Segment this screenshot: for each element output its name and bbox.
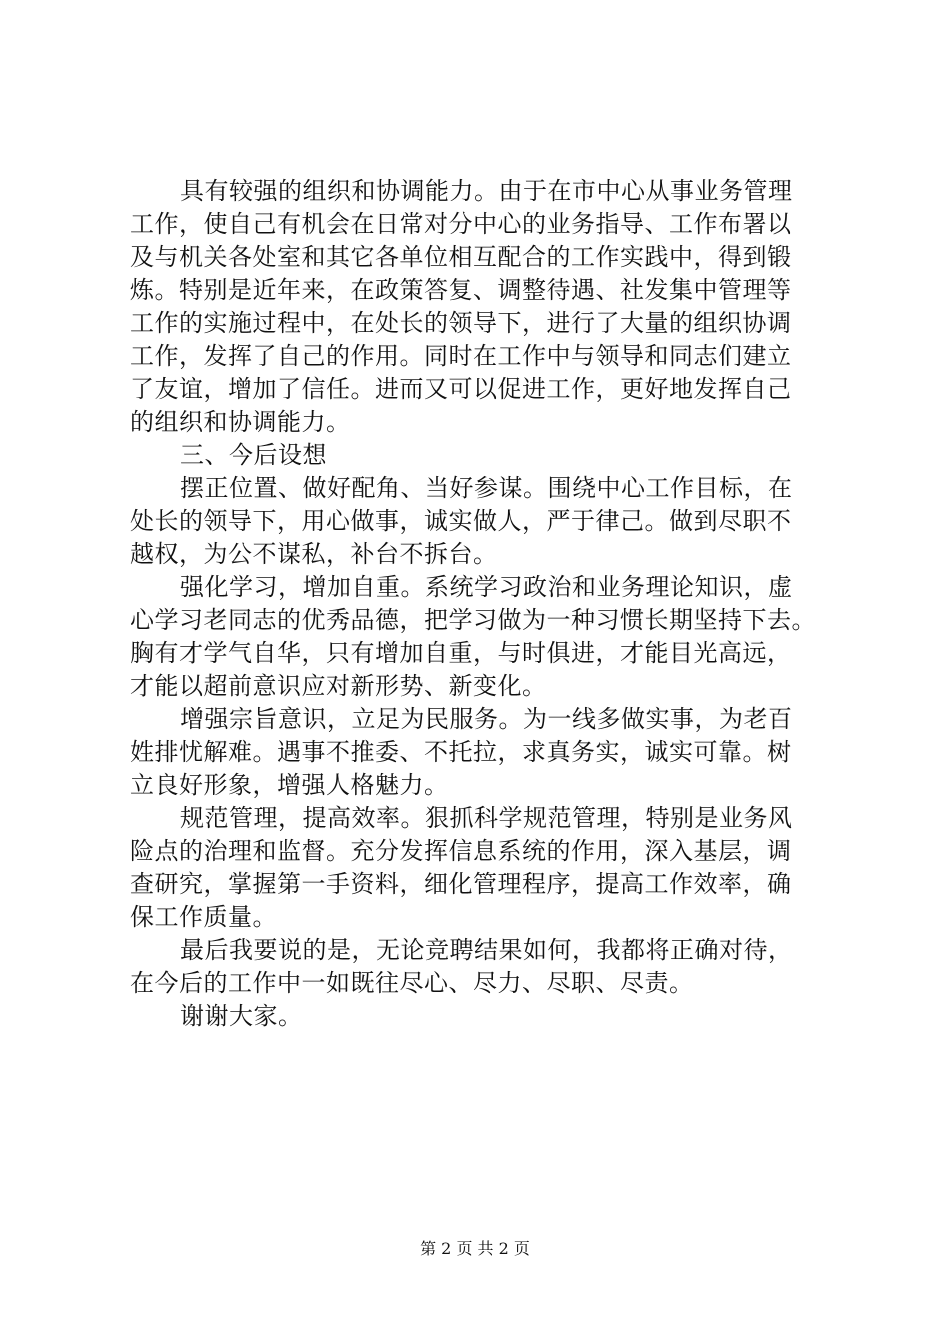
paragraph-line: 查研究，掌握第一手资料，细化管理程序，提高工作效率，确 <box>130 870 792 898</box>
paragraph-line: 胸有才学气自华，只有增加自重，与时俱进，才能目光高远， <box>130 639 792 667</box>
page-number-footer: 第 2 页 共 2 页 <box>420 1239 530 1258</box>
paragraph-line: 了友谊，增加了信任。进而又可以促进工作，更好地发挥自己 <box>130 375 792 403</box>
paragraph-line: 摆正位置、做好配角、当好参谋。围绕中心工作目标，在 <box>180 474 793 502</box>
paragraph-line: 工作，使自己有机会在日常对分中心的业务指导、工作布署以 <box>130 210 792 238</box>
paragraph-line: 处长的领导下，用心做事，诚实做人，严于律己。做到尽职不 <box>130 507 792 535</box>
section-heading: 三、今后设想 <box>180 441 327 469</box>
paragraph-line: 炼。特别是近年来，在政策答复、调整待遇、社发集中管理等 <box>130 276 792 304</box>
paragraph-line: 险点的治理和监督。充分发挥信息系统的作用，深入基层，调 <box>130 837 792 865</box>
paragraph-line: 保工作质量。 <box>130 903 277 931</box>
paragraph-line: 才能以超前意识应对新形势、新变化。 <box>130 672 547 700</box>
document-body <box>130 175 836 1033</box>
paragraph-line: 规范管理，提高效率。狠抓科学规范管理，特别是业务风 <box>180 804 793 832</box>
paragraph-line: 工作的实施过程中，在处长的领导下，进行了大量的组织协调 <box>130 309 792 337</box>
paragraph-line: 在今后的工作中一如既往尽心、尽力、尽职、尽责。 <box>130 969 694 997</box>
paragraph-line: 姓排忧解难。遇事不推委、不托拉，求真务实，诚实可靠。树 <box>130 738 792 766</box>
closing-line: 谢谢大家。 <box>180 1002 303 1030</box>
paragraph-line: 强化学习，增加自重。系统学习政治和业务理论知识，虚 <box>180 573 793 601</box>
paragraph-line: 工作，发挥了自己的作用。同时在工作中与领导和同志们建立 <box>130 342 792 370</box>
paragraph-line: 越权，为公不谋私，补台不拆台。 <box>130 540 498 568</box>
paragraph-line: 的组织和协调能力。 <box>130 408 351 436</box>
paragraph-line: 具有较强的组织和协调能力。由于在市中心从事业务管理 <box>180 177 793 205</box>
paragraph-line: 心学习老同志的优秀品德，把学习做为一种习惯长期坚持下去。 <box>130 606 816 634</box>
paragraph-line: 立良好形象，增强人格魅力。 <box>130 771 449 799</box>
paragraph-line: 增强宗旨意识，立足为民服务。为一线多做实事，为老百 <box>180 705 793 733</box>
paragraph-line: 及与机关各处室和其它各单位相互配合的工作实践中，得到锻 <box>130 243 792 271</box>
paragraph-line: 最后我要说的是，无论竞聘结果如何，我都将正确对待， <box>180 936 793 964</box>
